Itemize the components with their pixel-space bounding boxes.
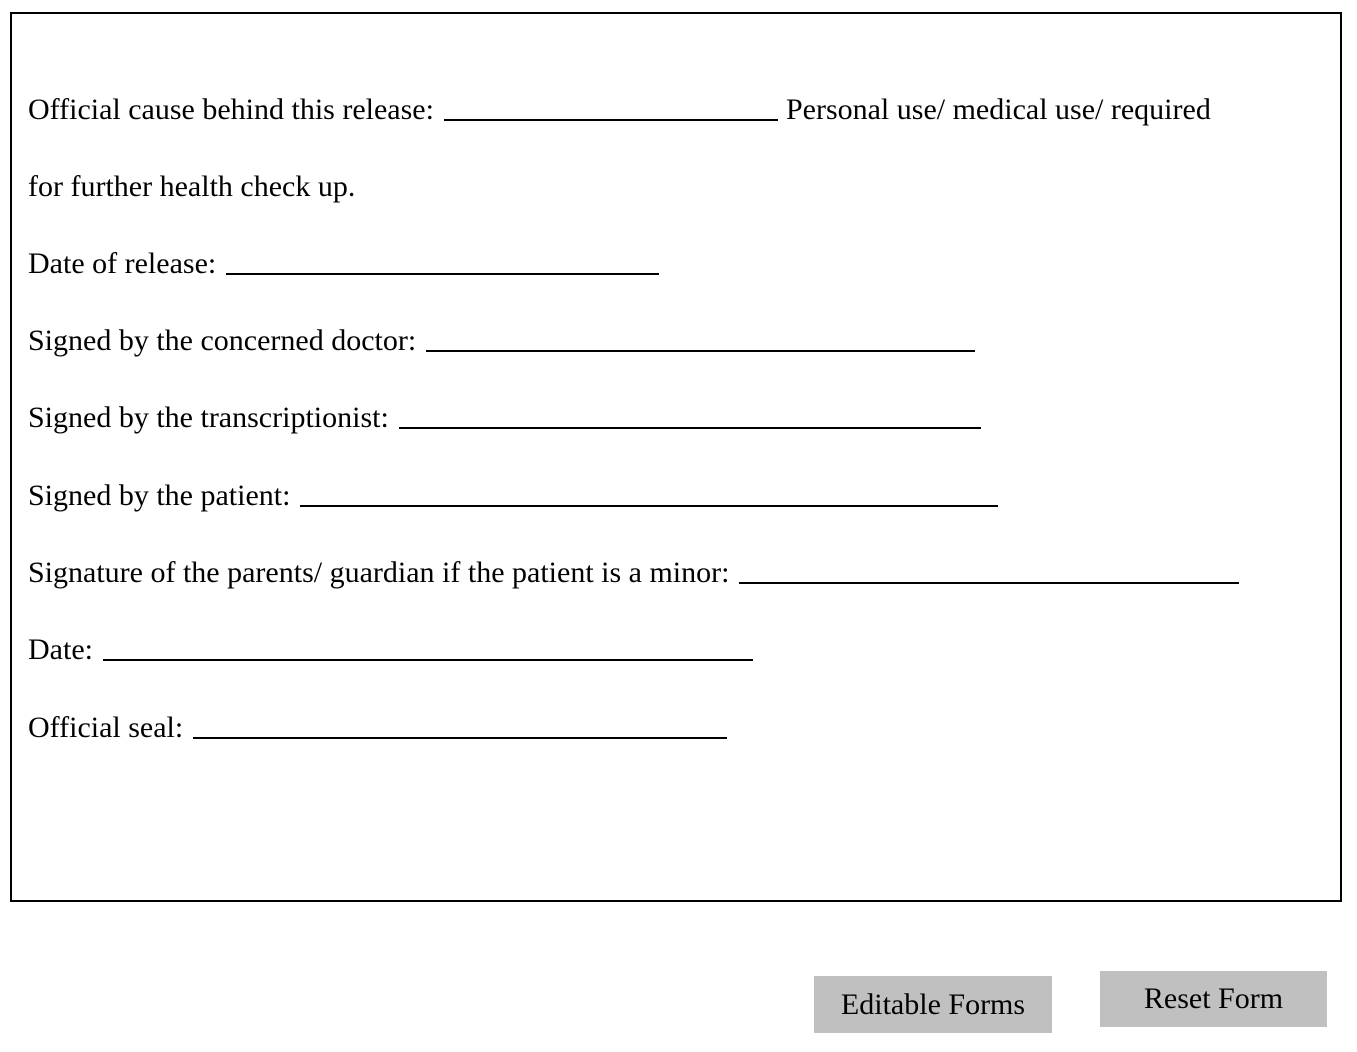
date-of-release-field[interactable] bbox=[226, 247, 659, 275]
date-field[interactable] bbox=[103, 633, 753, 661]
editable-forms-button[interactable]: Editable Forms bbox=[814, 976, 1052, 1033]
patient-line bbox=[28, 478, 1006, 514]
patient-label: Signed by the patient: bbox=[28, 479, 291, 512]
cause-label: Official cause behind this release: bbox=[28, 93, 434, 126]
doctor-label: Signed by the concerned doctor: bbox=[28, 324, 417, 357]
cause-options: Personal use/ medical use/ required bbox=[785, 93, 1211, 126]
form-frame bbox=[10, 12, 1342, 902]
patient-signature-field[interactable] bbox=[300, 479, 998, 507]
cause-continuation: for further health check up. bbox=[28, 170, 356, 203]
transcriptionist-label: Signed by the transcriptionist: bbox=[28, 401, 389, 434]
guardian-line bbox=[28, 555, 1247, 591]
date-line bbox=[28, 632, 761, 668]
guardian-signature-field[interactable] bbox=[739, 556, 1239, 584]
reset-form-button[interactable]: Reset Form bbox=[1100, 971, 1327, 1027]
official-seal-field[interactable] bbox=[193, 711, 727, 739]
date-of-release-label: Date of release: bbox=[28, 247, 217, 280]
doctor-line bbox=[28, 323, 983, 359]
date-of-release-line bbox=[28, 246, 667, 282]
doctor-signature-field[interactable] bbox=[426, 324, 975, 352]
seal-line bbox=[28, 710, 735, 746]
cause-continuation-line bbox=[28, 169, 355, 205]
date-label: Date: bbox=[28, 633, 93, 666]
cause-line bbox=[28, 92, 1211, 128]
transcriptionist-signature-field[interactable] bbox=[399, 401, 981, 429]
cause-field[interactable] bbox=[444, 93, 778, 121]
transcriptionist-line bbox=[28, 400, 989, 436]
guardian-label: Signature of the parents/ guardian if the patient is a minor: bbox=[28, 556, 730, 589]
seal-label: Official seal: bbox=[28, 711, 184, 744]
